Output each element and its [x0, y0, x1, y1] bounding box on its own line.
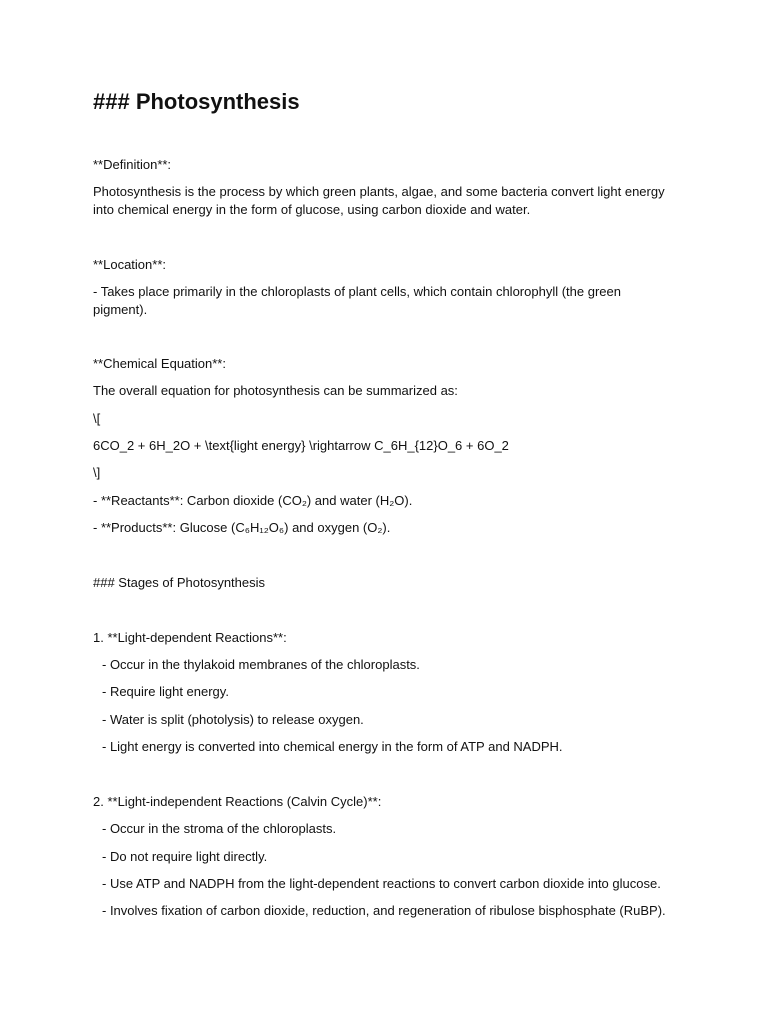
location-text: - Takes place primarily in the chloroplasts of plant cells, which contain chlorophyll (the green pigment). — [93, 284, 621, 317]
reactants-line: - **Reactants**: Carbon dioxide (CO₂) and water (H₂O). — [93, 493, 413, 508]
list-item: - Occur in the thylakoid membranes of the chloroplasts. — [102, 657, 420, 672]
light-dependent-heading: 1. **Light-dependent Reactions**: — [93, 630, 287, 645]
list-item: - Require light energy. — [102, 684, 229, 699]
list-item: - Water is split (photolysis) to release oxygen. — [102, 712, 364, 727]
list-item: - Occur in the stroma of the chloroplasts. — [102, 821, 337, 836]
definition-text: Photosynthesis is the process by which green plants, algae, and some bacteria convert light energy into chemical energy in the form of glucose, using carbon dioxide and water. — [93, 184, 665, 217]
list-item: - Use ATP and NADPH from the light-dependent reactions to convert carbon dioxide into glucose. — [102, 876, 661, 891]
stages-heading: ### Stages of Photosynthesis — [93, 575, 266, 590]
products-line: - **Products**: Glucose (C₆H₁₂O₆) and oxygen (O₂). — [93, 520, 391, 535]
list-item: - Involves fixation of carbon dioxide, reduction, and regeneration of ribulose bisphosphate (RuBP). — [102, 903, 666, 918]
equation-close: \] — [93, 465, 101, 480]
equation-intro: The overall equation for photosynthesis can be summarized as: — [93, 383, 458, 398]
page-title: ### Photosynthesis — [93, 89, 300, 114]
definition-heading: **Definition**: — [93, 157, 172, 172]
equation-open: \[ — [93, 411, 101, 426]
list-item: - Light energy is converted into chemical energy in the form of ATP and NADPH. — [102, 739, 563, 754]
equation-formula: 6CO_2 + 6H_2O + \text{light energy} \rightarrow C_6H_{12}O_6 + 6O_2 — [93, 438, 509, 453]
calvin-cycle-heading: 2. **Light-independent Reactions (Calvin Cycle)**: — [93, 794, 382, 809]
equation-heading: **Chemical Equation**: — [93, 356, 226, 371]
location-heading: **Location**: — [93, 257, 166, 272]
list-item: - Do not require light directly. — [102, 849, 268, 864]
